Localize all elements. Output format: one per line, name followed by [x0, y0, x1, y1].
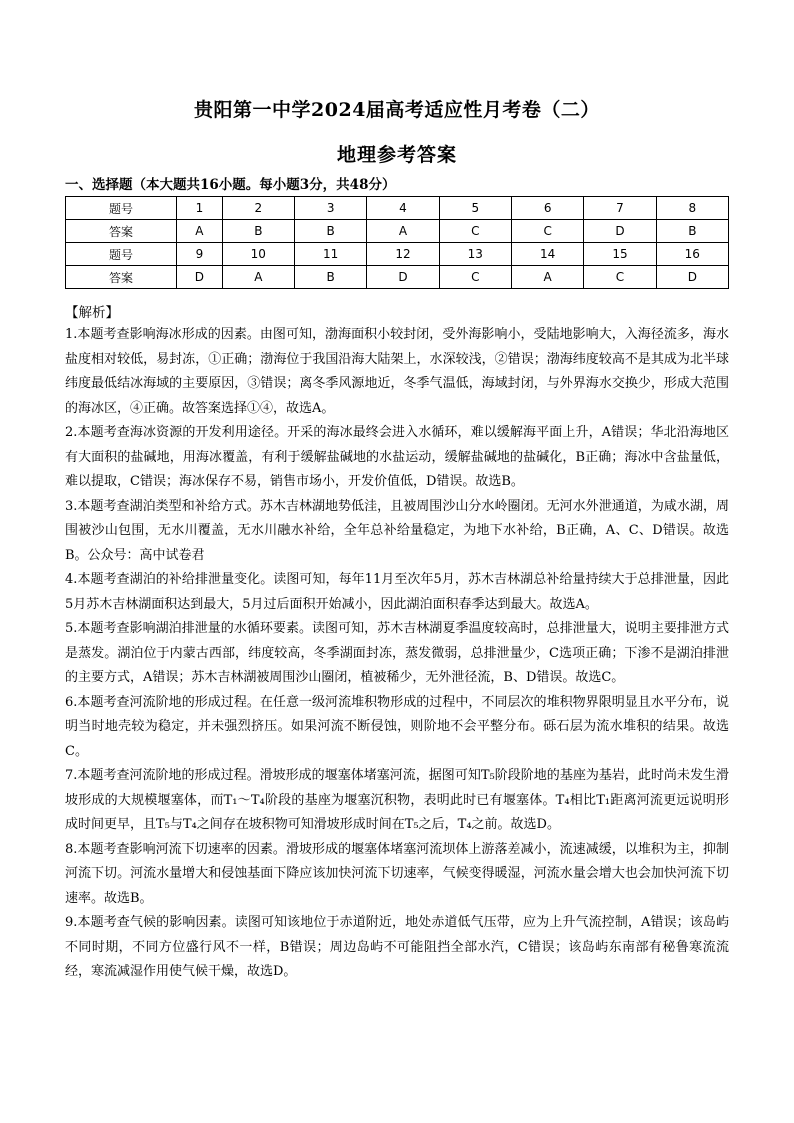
answer-cell: C — [511, 220, 583, 243]
analysis-paragraph: 8.本题考查影响河流下切速率的因素。滑坡形成的堰塞体堵塞河流坝体上游落差减小，流速减缓，以堆积为主，抑制河流下切。河流水量增大和侵蚀基面下降应该加快河流下切速率，气候变得暖湿，河流水量会增大也会加快河流下切速率。故选B。 — [65, 841, 729, 906]
answer-cell: A — [177, 220, 223, 243]
question-number-cell: 9 — [177, 243, 223, 266]
answer-cell: B — [294, 266, 366, 289]
answer-cell: C — [439, 266, 511, 289]
answer-cell: D — [656, 266, 728, 289]
question-number-cell: 10 — [222, 243, 294, 266]
analysis-paragraph: 5.本题考查影响湖泊排泄量的水循环要素。读图可知，苏木吉林湖夏季温度较高时，总排泄量大，说明主要排泄方式是蒸发。湖泊位于内蒙古西部，纬度较高，冬季湖面封冻，蒸发微弱，总排泄量少，C选项正确；下渗不是湖泊排泄的主要方式，A错误；苏木吉林湖被周围沙山圈闭，植被稀少，无外泄径流，B、D错误。故选C。 — [65, 621, 729, 685]
analysis-paragraph: 4.本题考查湖泊的补给排泄量变化。读图可知，每年11月至次年5月，苏木吉林湖总补给量持续大于总排泄量，因此5月苏木吉林湖面积达到最大，5月过后面积开始减小，因此湖泊面积春季达到最大。故选A。 — [65, 572, 729, 612]
answer-cell: D — [584, 220, 656, 243]
analysis-paragraph: 6.本题考查河流阶地的形成过程。在任意一级河流堆积物形成的过程中，不同层次的堆积物界限明显且水平分布，说明当时地壳较为稳定，并未强烈挤压。如果河流不断侵蚀，则阶地不会平整分布。砾石层为流水堆积的结果。故选C。 — [65, 694, 729, 759]
question-number-cell: 4 — [367, 197, 439, 220]
question-number-cell: 8 — [656, 197, 728, 220]
analysis-label: 【解析】 — [65, 305, 119, 321]
answer-cell: C — [439, 220, 511, 243]
question-number-cell: 16 — [656, 243, 728, 266]
question-number-cell: 2 — [222, 197, 294, 220]
answer-table — [65, 196, 729, 289]
analysis-paragraph: 7.本题考查河流阶地的形成过程。滑坡形成的堰塞体堵塞河流，据图可知T₅阶段阶地的基座为基岩，此时尚未发生滑坡形成的大规模堰塞体，而T₁～T₄阶段的基座为堰塞沉积物，表明此时已有堰塞体。T₄相比T₁距离河流更远说明形成时间更早，且T₅与T₄之间存在坡积物可知滑坡形成时间在T₅之后，T₄之前。故选D。 — [65, 768, 729, 832]
table-row — [66, 220, 729, 243]
page-subtitle: 地理参考答案 — [336, 144, 457, 166]
page-title: 贵阳第一中学2024届高考适应性月考卷（二） — [194, 99, 600, 121]
answer-cell: A — [367, 220, 439, 243]
analysis-paragraph: 3.本题考查湖泊类型和补给方式。苏木吉林湖地势低洼，且被周围沙山分水岭圈闭。无河水外泄通道，为咸水湖，周围被沙山包围，无水川覆盖，无水川融水补给，全年总补给量稳定，为地下水补给，B正确，A、C、D错误。故选B。公众号：高中试卷君 — [65, 498, 729, 563]
answer-cell: A — [511, 266, 583, 289]
question-number-cell: 13 — [439, 243, 511, 266]
row-label: 答案 — [66, 220, 177, 243]
table-row — [66, 197, 729, 220]
question-number-cell: 7 — [584, 197, 656, 220]
question-number-cell: 5 — [439, 197, 511, 220]
analysis-paragraph: 9.本题考查气候的影响因素。读图可知该地位于赤道附近，地处赤道低气压带，应为上升气流控制，A错误；该岛屿不同时期，不同方位盛行风不一样，B错误；周边岛屿不可能阻挡全部水汽，C错误；该岛屿东南部有秘鲁寒流流经，寒流减湿作用使气候干燥，故选D。 — [65, 915, 729, 979]
analysis-paragraph: 2.本题考查海冰资源的开发利用途径。开采的海冰最终会进入水循环，难以缓解海平面上升，A错误；华北沿海地区有大面积的盐碱地，用海冰覆盖，有利于缓解盐碱地的水盐运动，缓解盐碱地的盐碱化，B正确；海冰中含盐量低，难以提取，C错误；海冰保存不易，销售市场小，开发价值低，D错误。故选B。 — [65, 425, 729, 489]
table-row — [66, 243, 729, 266]
row-label: 答案 — [66, 266, 177, 289]
question-number-cell: 14 — [511, 243, 583, 266]
answer-cell: A — [222, 266, 294, 289]
table-row — [66, 266, 729, 289]
question-number-cell: 3 — [294, 197, 366, 220]
question-number-cell: 15 — [584, 243, 656, 266]
section-heading: 一、选择题（本大题共16小题。每小题3分，共48分） — [65, 177, 396, 193]
answer-cell: B — [294, 220, 366, 243]
row-label: 题号 — [66, 243, 177, 266]
question-number-cell: 12 — [367, 243, 439, 266]
answer-cell: D — [367, 266, 439, 289]
question-number-cell: 1 — [177, 197, 223, 220]
answer-cell: B — [222, 220, 294, 243]
question-number-cell: 11 — [294, 243, 366, 266]
question-number-cell: 6 — [511, 197, 583, 220]
analysis-paragraph: 1.本题考查影响海冰形成的因素。由图可知，渤海面积小较封闭，受外海影响小，受陆地影响大，入海径流多，海水盐度相对较低，易封冻，①正确；渤海位于我国沿海大陆架上，水深较浅，②错误；渤海纬度较高不是其成为北半球纬度最低结冰海域的主要原因，③错误；离冬季风源地近，冬季气温低，海域封闭，与外界海水交换少，形成大范围的海冰区，④正确。故答案选择①④，故选A。 — [65, 327, 729, 416]
analysis-body — [65, 323, 729, 985]
answer-cell: C — [584, 266, 656, 289]
row-label: 题号 — [66, 197, 177, 220]
answer-cell: B — [656, 220, 728, 243]
answer-cell: D — [177, 266, 223, 289]
